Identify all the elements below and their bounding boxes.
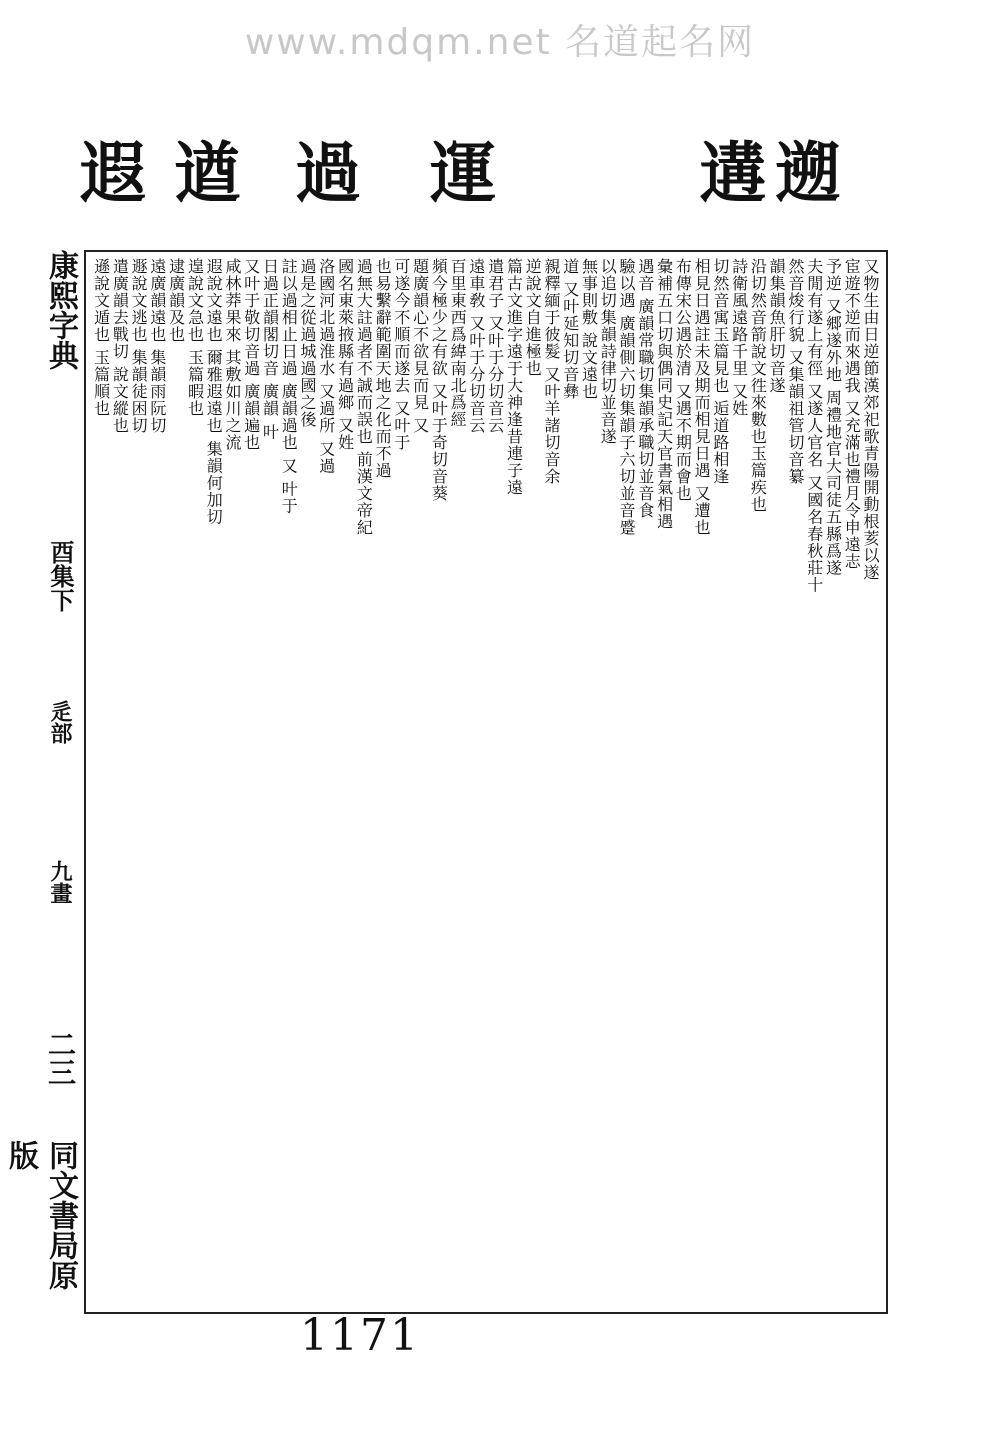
- text-column: 夫閒有遂上有徑 又遂人官名 又國名春秋莊十: [804, 258, 824, 594]
- text-column: 道 又叶延知切音彝: [560, 258, 580, 401]
- page-margin: [3, 250, 80, 1310]
- text-column: 過無大註過者不誠而誤也 前漢文帝紀: [354, 258, 374, 537]
- text-column: 也易繫辭範圍天地之化而不過: [373, 258, 393, 479]
- book-title: 康熙字典: [43, 250, 78, 370]
- text-column: 註以過相止日過 廣韻過也 又 叶于: [279, 258, 299, 515]
- text-column: 百里東西爲緯南北爲經: [448, 258, 468, 428]
- text-column: 驗以遇 廣韻側六切集韻子六切並音蹙: [617, 258, 637, 537]
- seal-glyph: 遐: [80, 134, 146, 212]
- text-column: 遣君子 又叶于分切音云: [485, 258, 505, 435]
- text-column: 洛國河北過淮水 又過所 又過: [317, 258, 336, 475]
- text-column: 切然音寓玉篇見也 逅道路相逢: [711, 258, 730, 486]
- seal-script-row: [60, 120, 940, 260]
- text-column: 遑說文急也 玉篇暇也: [185, 258, 205, 418]
- radical-label: 辵部: [47, 700, 73, 744]
- seal-glyph: 遡: [775, 134, 841, 212]
- text-column: 遜說文遁也 玉篇順也: [91, 258, 111, 418]
- seal-glyph: 過: [295, 134, 361, 212]
- text-column: 無事則敷 說文遠也: [579, 258, 599, 401]
- text-column: 頻今極少之有欲 又叶于奇切音葵: [429, 258, 449, 503]
- publisher-label: 同文書局原版: [3, 1140, 78, 1290]
- watermark-text: www.mdqm.net 名道起名网: [244, 22, 756, 63]
- text-column: 遠廣韻遠也 集韻雨阮切: [148, 258, 167, 435]
- text-column: 可遂今不順而遂去 又叶于: [392, 258, 411, 452]
- text-column: 咸林莽果來 其敷如川之流: [223, 258, 242, 452]
- text-column: 遇音 廣韻常職切集韻承職切並音食: [636, 258, 655, 520]
- text-column: 然音焌行貌 又集韻祖管切音纂: [786, 258, 805, 486]
- text-column: 又叶于敬切音過 廣韻遍也: [241, 258, 261, 452]
- text-column: 遐說文遠也 爾雅遐遠也 集韻何加切: [204, 258, 224, 526]
- text-column: 布傳宋公遇於清 又遇不期而會也: [673, 258, 693, 503]
- text-column: 宦遊不逆而來遇我 又充滿也禮月令申遠志: [842, 258, 862, 571]
- text-column: 彙補五口切與偶同史記天官書氣相遇: [654, 258, 674, 530]
- text-column: 韻集韻魚肝切音遂: [767, 258, 787, 394]
- text-frame: [84, 250, 888, 1314]
- text-column: 沿切然音箭說文徃來數也玉篇疾也: [748, 258, 768, 513]
- text-column: 國名東萊掖縣有過鄉 又姓: [335, 258, 355, 452]
- text-column: 以追切集韻詩律切並音遂: [598, 258, 618, 445]
- text-column: 遠車敎 又叶于分切音云: [467, 258, 486, 435]
- stroke-count-label: 九畫: [47, 860, 73, 904]
- seal-glyph: 遒: [175, 134, 241, 212]
- text-column: 遯說文逃也 集韻徒困切: [129, 258, 149, 435]
- text-columns: [92, 258, 880, 1306]
- text-column: 又物生由日逆節漢郊祀歌青陽開動根荄以遂: [861, 258, 880, 581]
- folio-number: 二三: [44, 1030, 77, 1086]
- text-column: 逆說文自進極也: [523, 258, 543, 377]
- page-number: 1171: [300, 1310, 420, 1361]
- text-column: 親釋緬于彼髮 又叶羊諸切音余: [542, 258, 561, 486]
- text-column: 逮廣韻及也: [166, 258, 186, 343]
- text-column: 相見日遇註未及期而相見日遇 又遭也: [692, 258, 712, 537]
- text-column: 題廣韻心不欲見而見 又: [410, 258, 430, 435]
- text-column: 過是之從過城過國之後: [298, 258, 318, 428]
- seal-glyph: 遘: [700, 134, 766, 212]
- text-column: 遣廣韻去戰切 說文縱也: [110, 258, 130, 435]
- seal-glyph: 運: [430, 134, 496, 212]
- text-column: 篇古文進字遠于大神逢昔連子遠: [504, 258, 524, 496]
- section-label: 酉集下: [46, 540, 75, 612]
- text-column: 日過正韻閣切音 廣韻 叶: [260, 258, 280, 441]
- text-column: 予逆 又郷遂外地 周禮地官大司徒五縣爲遂: [823, 258, 843, 577]
- text-column: 詩衛風遠路千里 又姓: [729, 258, 749, 418]
